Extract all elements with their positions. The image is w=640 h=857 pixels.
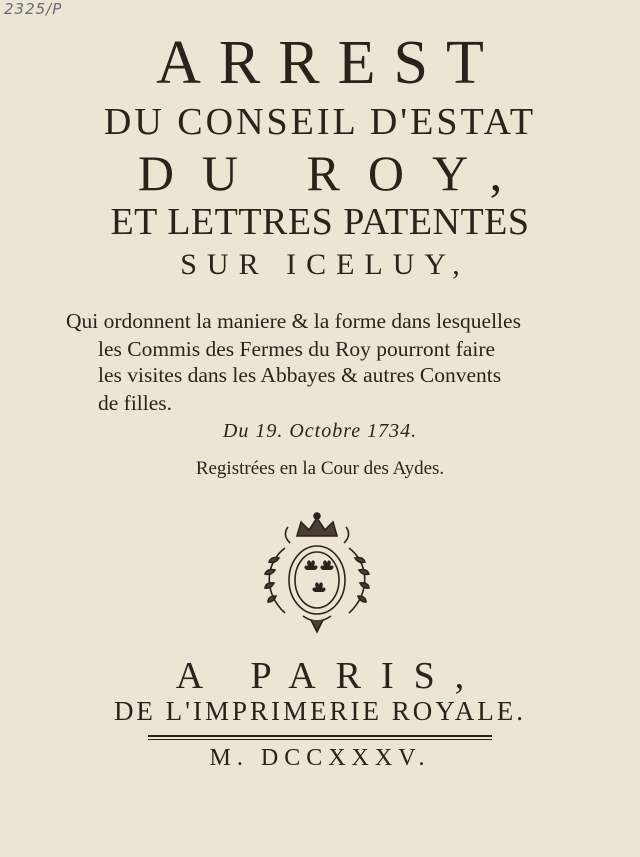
imprint-printer: DE L'IMPRIMERIE ROYALE. xyxy=(113,696,527,726)
title-conseil: DU CONSEIL D'ESTAT xyxy=(103,101,537,143)
royal-arms-icon xyxy=(245,508,390,638)
divider-thick xyxy=(148,735,492,737)
title-roy: DU ROY, xyxy=(137,145,531,201)
imprint-city: A PARIS, xyxy=(175,655,485,697)
description-line-3: les visites dans les Abbayes & autres Convents xyxy=(98,363,502,387)
title-sur-iceluy: SUR ICELUY, xyxy=(180,248,470,281)
handwritten-annotation: 2325/P xyxy=(4,0,63,18)
description-line-2: les Commis des Fermes du Roy pourront faire xyxy=(98,337,496,361)
description-line-4: de filles. xyxy=(98,391,173,415)
description-line-1: Qui ordonnent la maniere & la forme dans lesquelles xyxy=(66,309,521,333)
divider-thin xyxy=(148,739,492,740)
imprint-year: M. DCCXXXV. xyxy=(209,745,431,771)
title-arrest: ARREST xyxy=(156,29,502,97)
title-lettres-patentes: ET LETTRES PATENTES xyxy=(110,201,530,243)
registration-note: Registrées en la Cour des Aydes. xyxy=(195,458,445,479)
decree-date: Du 19. Octobre 1734. xyxy=(222,420,418,442)
